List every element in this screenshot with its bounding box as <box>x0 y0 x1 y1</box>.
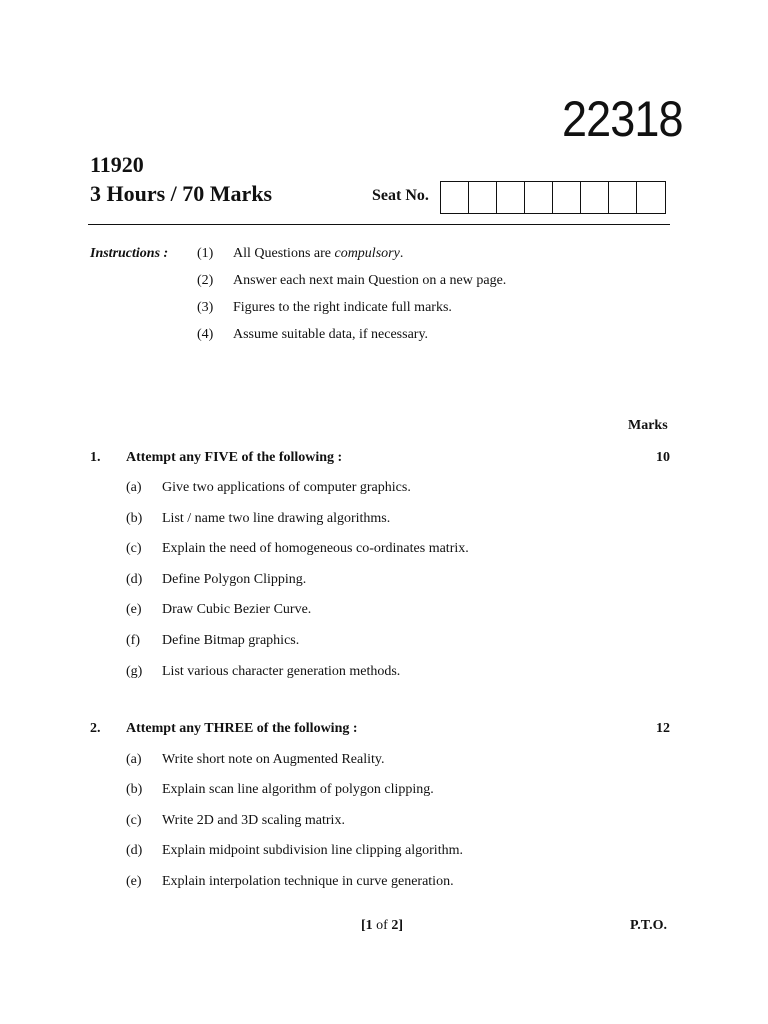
seat-box <box>525 182 553 213</box>
instructions-label: Instructions : <box>90 246 169 261</box>
sub-question-text: Explain scan line algorithm of polygon clipping. <box>162 782 434 797</box>
seat-box <box>441 182 469 213</box>
instruction-number: (3) <box>197 300 214 315</box>
instruction-number: (2) <box>197 273 214 288</box>
question-number: 2. <box>90 721 101 736</box>
sub-question-label: (a) <box>126 480 142 495</box>
header-divider <box>88 224 670 225</box>
sub-question-label: (g) <box>126 664 143 679</box>
page-number-current: [1 <box>361 918 373 933</box>
instruction-text-part: All Questions are <box>233 246 335 261</box>
instruction-text: Assume suitable data, if necessary. <box>233 327 429 342</box>
sub-question-label: (a) <box>126 752 142 767</box>
sub-question-label: (e) <box>126 602 142 617</box>
question-title: Attempt any THREE of the following : <box>126 721 358 736</box>
seat-box <box>609 182 637 213</box>
seat-number-label: Seat No. <box>372 187 429 204</box>
question-marks: 10 <box>656 450 670 465</box>
seat-box <box>497 182 525 213</box>
subject-code: 22318 <box>562 91 683 147</box>
instruction-text <box>233 246 403 262</box>
please-turn-over: P.T.O. <box>630 918 667 933</box>
seat-box <box>553 182 581 213</box>
sub-question-label: (f) <box>126 633 140 648</box>
page-number-of: of <box>372 918 392 933</box>
question-number: 1. <box>90 450 101 465</box>
sub-question-label: (b) <box>126 782 143 797</box>
sub-question-text: Draw Cubic Bezier Curve. <box>162 602 312 617</box>
instruction-text-part: . <box>399 246 404 261</box>
page-number-total: 2] <box>391 918 404 933</box>
sub-question-text: Give two applications of computer graphics. <box>162 480 411 495</box>
marks-column-heading: Marks <box>628 418 668 433</box>
page-number <box>361 918 403 934</box>
sub-question-text: List / name two line drawing algorithms. <box>162 511 391 526</box>
sub-question-label: (c) <box>126 813 142 828</box>
sub-question-label: (e) <box>126 874 142 889</box>
exam-duration-marks: 3 Hours / 70 Marks <box>90 181 273 206</box>
seat-box <box>581 182 609 213</box>
seat-box <box>469 182 497 213</box>
sub-question-text: Explain midpoint subdivision line clipping algorithm. <box>162 843 463 858</box>
sub-question-text: List various character generation methods. <box>162 664 401 679</box>
instruction-emphasis: compulsory <box>334 246 400 261</box>
sub-question-label: (c) <box>126 541 142 556</box>
instruction-number: (1) <box>197 246 214 261</box>
paper-code: 11920 <box>90 152 144 177</box>
sub-question-text: Write 2D and 3D scaling matrix. <box>162 813 345 828</box>
question-marks: 12 <box>656 721 670 736</box>
seat-number-boxes <box>440 181 666 214</box>
sub-question-label: (d) <box>126 843 143 858</box>
sub-question-text: Write short note on Augmented Reality. <box>162 752 385 767</box>
sub-question-label: (d) <box>126 572 143 587</box>
instruction-text: Figures to the right indicate full marks. <box>233 300 452 315</box>
question-title: Attempt any FIVE of the following : <box>126 450 343 465</box>
sub-question-text: Define Polygon Clipping. <box>162 572 307 587</box>
instruction-number: (4) <box>197 327 214 342</box>
sub-question-text: Explain interpolation technique in curve generation. <box>162 874 454 889</box>
seat-box <box>637 182 665 213</box>
instruction-text: Answer each next main Question on a new page. <box>233 273 507 288</box>
sub-question-text: Define Bitmap graphics. <box>162 633 300 648</box>
sub-question-label: (b) <box>126 511 143 526</box>
sub-question-text: Explain the need of homogeneous co-ordinates matrix. <box>162 541 469 556</box>
